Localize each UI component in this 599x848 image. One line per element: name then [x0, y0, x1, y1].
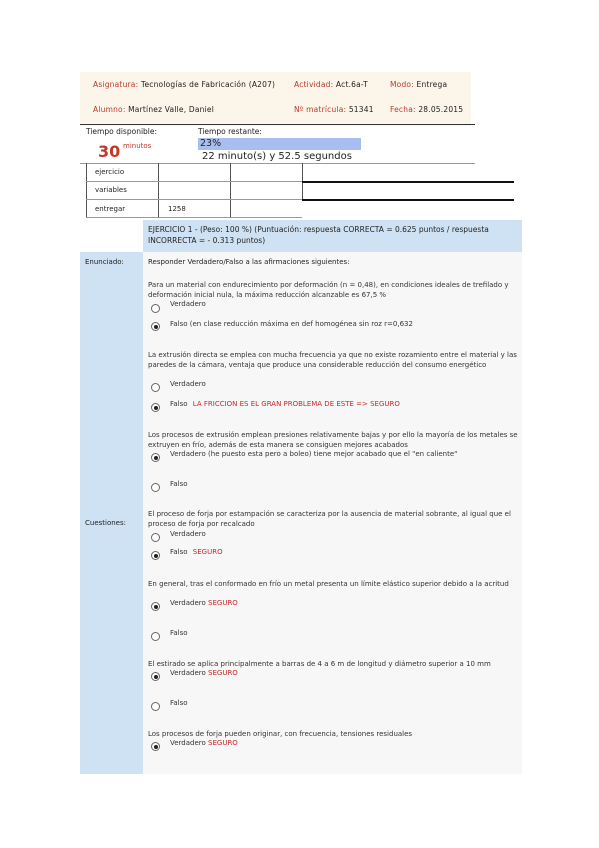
q7-verdadero-label: Verdadero	[170, 739, 206, 747]
q2-verdadero-radio[interactable]	[151, 383, 160, 392]
question-4-text: El proceso de forja por estampación se caracteriza por la ausencia de material sobrante, al igual que el proceso de forja por recalcado	[148, 510, 511, 528]
q4-falso-note: SEGURO	[192, 548, 223, 556]
ejercicio-field[interactable]	[160, 165, 228, 179]
cuestiones-label: Cuestiones:	[85, 519, 126, 527]
q7-verdadero-group	[170, 739, 238, 747]
ejercicio-button[interactable]: ejercicio	[95, 168, 125, 176]
controls-row-line-2	[86, 199, 302, 200]
asignatura-value: Tecnologías de Fabricación (A207)	[140, 80, 276, 89]
timer-divider	[80, 163, 475, 164]
controls-border-left	[86, 163, 87, 218]
q4-falso-radio[interactable]	[151, 551, 160, 560]
question-6-text: El estirado se aplica principalmente a barras de 4 a 6 m de longitud y diámetro superior a 10 mm	[148, 660, 491, 668]
q7-verdadero-radio[interactable]	[151, 742, 160, 751]
q3-verdadero-label: Verdadero (he puesto esta pero a boleo) tiene mejor acabado que el "en caliente"	[170, 450, 458, 458]
q1-falso-label: Falso (en clase reducción máxima en def homogénea sin roz r=0,632	[170, 320, 413, 328]
controls-border-mid1	[158, 163, 159, 218]
q2-falso-label: Falso	[170, 400, 188, 408]
q5-verdadero-label: Verdadero	[170, 599, 206, 607]
modo-label: Modo:	[390, 80, 414, 89]
entregar-button[interactable]: entregar	[95, 205, 126, 213]
time-remaining-text: 22 minuto(s) y 52.5 segundos	[202, 151, 352, 162]
q1-verdadero-label: Verdadero	[170, 300, 206, 308]
variables-field[interactable]	[160, 183, 228, 197]
variables-button[interactable]: variables	[95, 186, 127, 194]
matricula-value: 51341	[348, 105, 374, 114]
controls-row-line-3	[86, 217, 302, 218]
q4-verdadero-label: Verdadero	[170, 530, 206, 538]
question-2-text: La extrusión directa se emplea con mucha frecuencia ya que no existe rozamiento entre el material y las paredes de la cámara, ventaja que produce una considerable reducción del consumo energético	[148, 351, 517, 369]
q7-verdadero-note: SEGURO	[208, 739, 238, 747]
enunciado-label: Enunciado:	[85, 258, 124, 266]
q3-verdadero-radio[interactable]	[151, 453, 160, 462]
enunciado-text: Responder Verdadero/Falso a las afirmaciones siguientes:	[148, 258, 350, 266]
controls-bar-2	[302, 199, 514, 201]
controls-border-mid2	[230, 163, 231, 218]
q5-falso-radio[interactable]	[151, 632, 160, 641]
controls-row-line-1	[86, 181, 302, 182]
exercise-title: EJERCICIO 1 - (Peso: 100 %) (Puntuación: respuesta CORRECTA = 0.625 puntos / respuesta INCORRECTA = - 0.313 puntos)	[148, 225, 489, 245]
q5-verdadero-radio[interactable]	[151, 602, 160, 611]
time-progress-fill	[198, 138, 361, 150]
q1-verdadero-radio[interactable]	[151, 304, 160, 313]
alumno-field	[93, 105, 214, 114]
q4-falso-group	[170, 548, 223, 556]
modo-value: Entrega	[416, 80, 448, 89]
q2-falso-note: LA FRICCION ES EL GRAN PROBLEMA DE ESTE => SEGURO	[192, 400, 400, 408]
time-progress-text: 23%	[200, 138, 222, 149]
alumno-label: Alumno:	[93, 105, 126, 114]
asignatura-label: Asignatura:	[93, 80, 139, 89]
q1-falso-radio[interactable]	[151, 322, 160, 331]
controls-bar-1	[302, 181, 514, 183]
question-3-text: Los procesos de extrusión emplean presiones relativamente bajas y por ello la mayoría de los metales se extruyen en frío, además de esta manera se consiguen mejores acabados	[148, 431, 518, 449]
question-5-text: En general, tras el conformado en frío un metal presenta un límite elástico superior debido a la acritud	[148, 580, 509, 588]
matricula-label: Nº matrícula:	[294, 105, 347, 114]
time-progress-bar	[198, 138, 361, 150]
fecha-value: 28.05.2015	[418, 105, 464, 114]
header-divider	[80, 124, 475, 125]
q3-falso-radio[interactable]	[151, 483, 160, 492]
q6-falso-radio[interactable]	[151, 702, 160, 711]
actividad-field	[294, 80, 368, 89]
q6-verdadero-radio[interactable]	[151, 672, 160, 681]
asignatura-field	[93, 80, 275, 89]
actividad-label: Actividad:	[294, 80, 334, 89]
q2-falso-radio[interactable]	[151, 403, 160, 412]
q6-falso-label: Falso	[170, 699, 188, 707]
q2-falso-group	[170, 400, 400, 408]
q6-verdadero-note: SEGURO	[208, 669, 238, 677]
q6-verdadero-label: Verdadero	[170, 669, 206, 677]
modo-field	[390, 80, 447, 89]
q3-falso-label: Falso	[170, 480, 188, 488]
matricula-field	[294, 105, 374, 114]
fecha-label: Fecha:	[390, 105, 416, 114]
alumno-value: Martínez Valle, Daniel	[128, 105, 215, 114]
q5-verdadero-note: SEGURO	[208, 599, 238, 607]
question-1-text: Para un material con endurecimiento por deformación (n = 0,48), en condiciones ideales de trefilado y deformación inicial nula, la máxima reducción alcanzable es 67,5 %	[148, 281, 509, 299]
q5-falso-label: Falso	[170, 629, 188, 637]
fecha-field	[390, 105, 463, 114]
tiempo-disponible-unit: minutos	[123, 142, 152, 150]
tiempo-restante-label: Tiempo restante:	[198, 127, 262, 136]
q4-falso-label: Falso	[170, 548, 188, 556]
tiempo-disponible-label: Tiempo disponible:	[86, 127, 158, 136]
side-label-column	[80, 252, 143, 774]
q6-verdadero-group	[170, 669, 238, 677]
q5-verdadero-group	[170, 599, 238, 607]
tiempo-disponible-value: 30	[98, 142, 121, 161]
q4-verdadero-radio[interactable]	[151, 533, 160, 542]
actividad-value: Act.6a-T	[335, 80, 368, 89]
q2-verdadero-label: Verdadero	[170, 380, 206, 388]
question-7-text: Los procesos de forja pueden originar, con frecuencia, tensiones residuales	[148, 730, 413, 738]
entregar-value[interactable]: 1258	[168, 205, 186, 213]
